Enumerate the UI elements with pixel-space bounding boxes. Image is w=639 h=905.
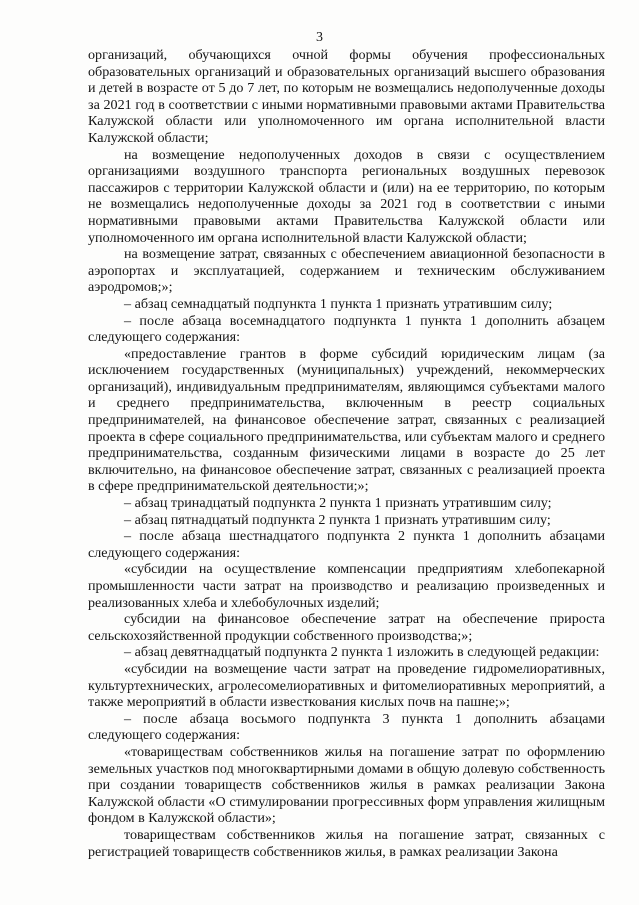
quoted-paragraph: товариществам собственников жилья на погашение затрат, связанных с регистрацией товариществ собственников жилья, в рамках реализации Закона — [88, 826, 605, 860]
quoted-paragraph: «субсидии на осуществление компенсации предприятиям хлебопекарной промышленности части затрат на производство и реализацию произведенных и реализованных хлеба и хлебобулочных изделий; — [88, 561, 605, 611]
amendment-item: – абзац тринадцатый подпункта 2 пункта 1 признать утратившим силу; — [124, 495, 552, 512]
quoted-paragraph: «субсидии на возмещение части затрат на проведение гидромелиоративных, культуртехнических, агролесомелиоративных и фитомелиоративных мероприятий, а также мероприятий в области известкования кислых почв на пашне;»; — [88, 660, 605, 711]
quoted-paragraph: «товариществам собственников жилья на погашение затрат по оформлению земельных участков под многоквартирными домами в общую долевую собственность при создании товариществ собственников жилья в рамках реализации Закона Калужской области «О стимулировании прогрессивных форм управления жилищным фондом в Калужской области»; — [88, 743, 605, 827]
quoted-paragraph: субсидии на финансовое обеспечение затрат на обеспечение прироста сельскохозяйственной продукции собственного производства;»; — [88, 611, 605, 644]
paragraph: на возмещение затрат, связанных с обеспечением авиационной безопасности в аэропортах и эксплуатацией, содержанием и техническим обслуживанием аэродромов;»; — [88, 246, 605, 296]
quoted-paragraph: «предоставление грантов в форме субсидий юридическим лицам (за исключением государственных (муниципальных) учреждений, некоммерческих организаций), индивидуальным предпринимателям, являющимся субъектами малого и среднего предпринимательства, включенным в реестр социальных предпринимателей, на финансовое обеспечение затрат, связанных с реализацией проекта в сфере социального предпринимательства, или субъектам малого и среднего предпринимательства, созданным физическими лицами в возрасте до 25 лет включительно, на финансовое обеспечение затрат, связанных с реализацией проекта в сфере предпринимательской деятельности;»; — [88, 345, 605, 495]
amendment-item: – после абзаца шестнадцатого подпункта 2 пункта 1 дополнить абзацами следующего содержания: — [88, 528, 605, 561]
paragraph-continued: организаций, обучающихся очной формы обучения профессиональных образовательных организаций и образовательных организаций высшего образования и детей в возрасте от 5 до 7 лет, по которым не возмещались недополученные доходы за 2021 год в соответствии с иными нормативными правовыми актами Правительства Калужской области или уполномоченного им органа исполнительной власти Калужской области; — [88, 47, 605, 146]
amendment-item: – абзац девятнадцатый подпункта 2 пункта 1 изложить в следующей редакции: — [124, 644, 600, 661]
paragraph: на возмещение недополученных доходов в связи с осуществлением организациями воздушного транспорта региональных воздушных перевозок пассажиров с территории Калужской области и (или) на ее территорию, по которым не возмещались недополученные доходы за 2021 год в соответствии с иными нормативными правовыми актами Правительства Калужской области или уполномоченного им органа исполнительной власти Калужской области; — [88, 146, 605, 246]
amendment-item: – после абзаца восемнадцатого подпункта 1 пункта 1 дополнить абзацем следующего содержания: — [88, 312, 605, 346]
document-body — [88, 47, 605, 860]
amendment-item: – абзац пятнадцатый подпункта 2 пункта 1 признать утратившим силу; — [124, 511, 551, 528]
amendment-item: – абзац семнадцатый подпункта 1 пункта 1 признать утратившим силу; — [124, 295, 553, 312]
amendment-item: – после абзаца восьмого подпункта 3 пункта 1 дополнить абзацами следующего содержания: — [88, 710, 605, 744]
page-number: 3 — [316, 30, 323, 45]
